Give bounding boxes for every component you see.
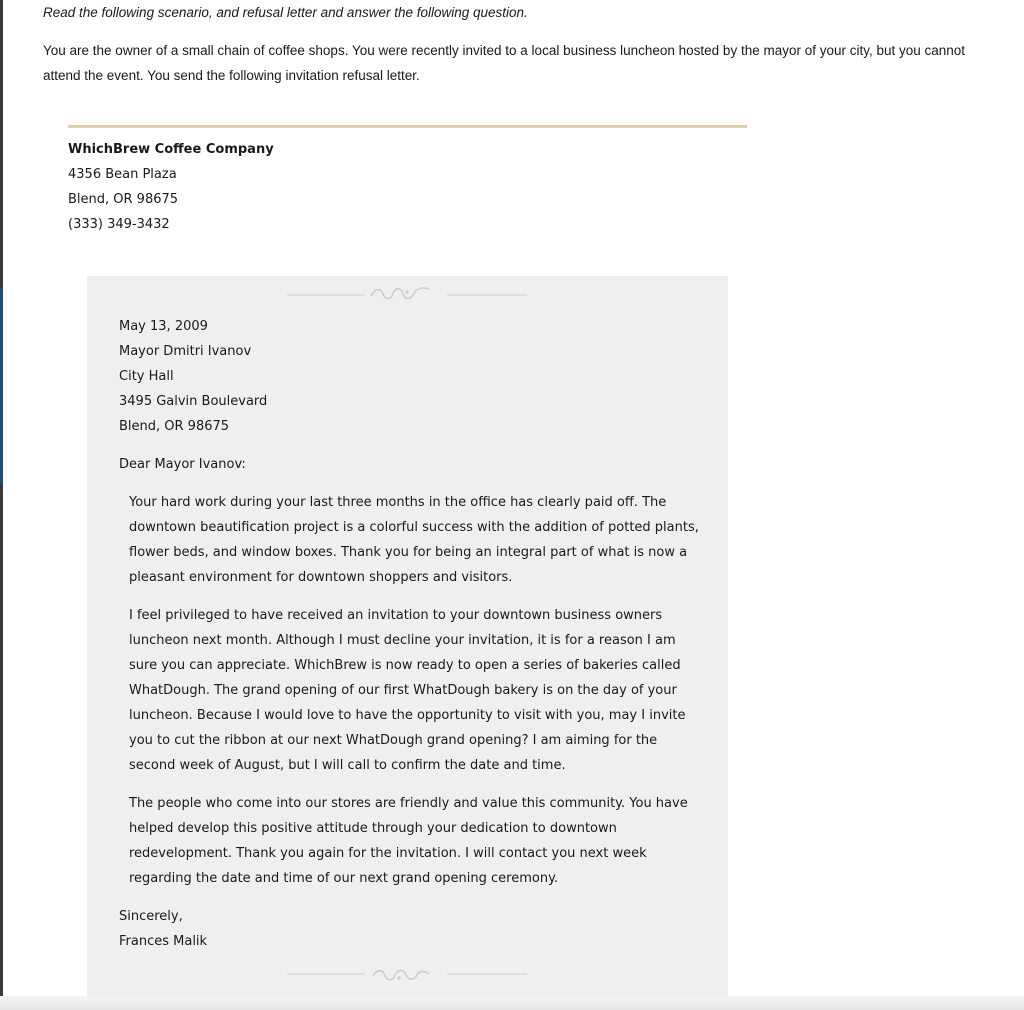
company-street: 4356 Bean Plaza <box>68 167 177 182</box>
scenario-text: You are the owner of a small chain of coffee shops. You were recently invited to a local business luncheon hosted by the mayor of your city, but you cannot attend the event. You send the following invitation refusal letter. <box>43 43 966 83</box>
recipient-office: City Hall <box>119 369 174 384</box>
recipient-street: 3495 Galvin Boulevard <box>119 394 268 409</box>
recipient-name: Mayor Dmitri Ivanov <box>119 344 252 359</box>
window-left-edge-accent <box>0 288 3 484</box>
flourish-ornament-icon <box>287 287 527 303</box>
letter-date: May 13, 2009 <box>119 319 208 334</box>
salutation: Dear Mayor Ivanov: <box>119 457 246 472</box>
window-left-edge <box>0 0 3 1010</box>
closing: Sincerely, <box>119 909 183 924</box>
letter-content <box>119 314 709 954</box>
flourish-ornament-icon <box>287 966 527 982</box>
letter-paragraph: I feel privileged to have received an invitation to your downtown business owners luncheon next month. Although I must decline your invitation, it is for a reason I am sure you can appreciate. WhichBrew is now ready to open a series of bakeries called WhatDough. The grand opening of our first WhatDough bakery is on the day of your luncheon. Because I would love to have the opportunity to visit with you, may I invite you to cut the ribbon at our next WhatDough grand opening? I am aiming for the second week of August, but I will call to confirm the date and time. <box>129 608 686 773</box>
letter-header <box>119 314 709 439</box>
letter-paragraph: Your hard work during your last three months in the office has clearly paid off. The downtown beautification project is a colorful success with the addition of potted plants, flower beds, and window boxes. Thank you for being an integral part of what is now a pleasant environment for downtown shoppers and visitors. <box>129 495 699 585</box>
letterhead <box>68 137 274 237</box>
bottom-scroll-edge <box>0 996 1024 1010</box>
instructions-text: Read the following scenario, and refusal letter and answer the following question. <box>43 5 528 20</box>
company-phone: (333) 349-3432 <box>68 217 170 232</box>
letterhead-divider <box>68 125 747 128</box>
company-city: Blend, OR 98675 <box>68 192 179 207</box>
letter-panel <box>87 276 728 996</box>
company-name: WhichBrew Coffee Company <box>68 142 274 157</box>
signature: Frances Malik <box>119 934 208 949</box>
letter-paragraph: The people who come into our stores are friendly and value this community. You have helped develop this positive attitude through your dedication to downtown redevelopment. Thank you again for the invitation. I will contact you next week regarding the date and time of our next grand opening ceremony. <box>129 796 688 886</box>
recipient-city: Blend, OR 98675 <box>119 419 230 434</box>
